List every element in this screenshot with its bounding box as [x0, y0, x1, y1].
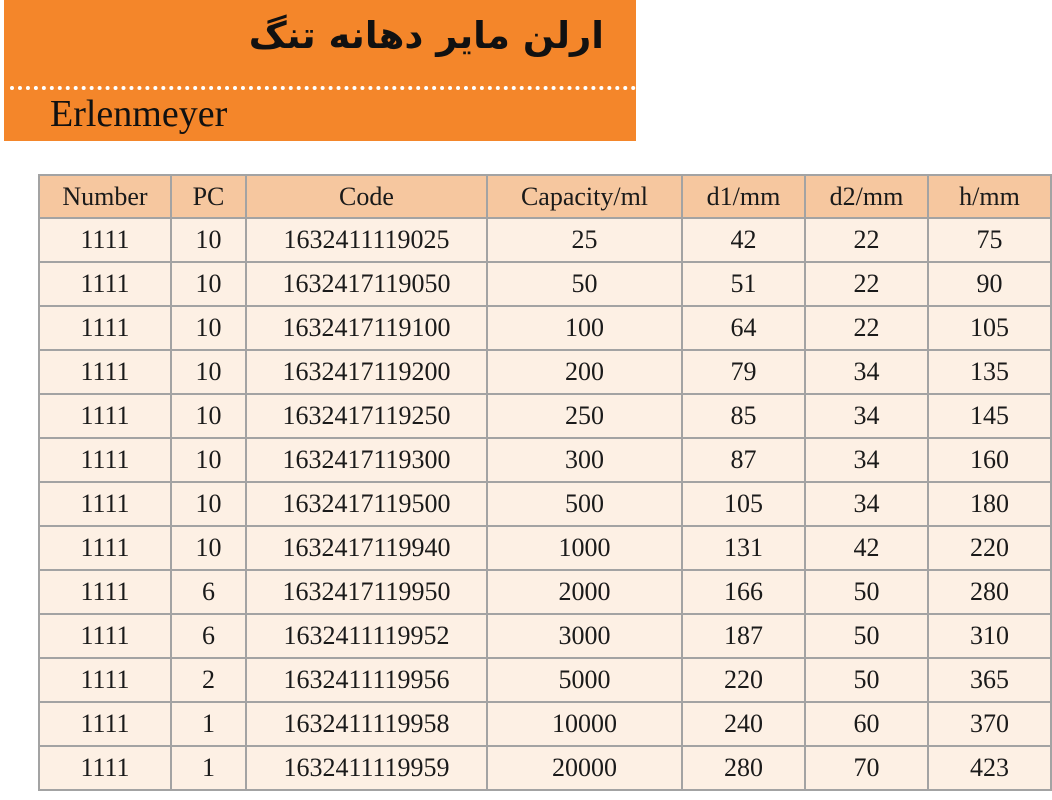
- cell-d1: 85: [682, 394, 805, 438]
- cell-code: 1632417119250: [246, 394, 487, 438]
- table-row: [39, 658, 1051, 702]
- cell-capacity: 20000: [487, 746, 682, 790]
- table-row: [39, 350, 1051, 394]
- cell-d1: 220: [682, 658, 805, 702]
- cell-d1: 131: [682, 526, 805, 570]
- cell-number: 1111: [39, 614, 171, 658]
- cell-code: 1632411119958: [246, 702, 487, 746]
- cell-d1: 280: [682, 746, 805, 790]
- cell-d1: 51: [682, 262, 805, 306]
- cell-code: 1632417119500: [246, 482, 487, 526]
- cell-pc: 10: [171, 394, 246, 438]
- cell-d1: 87: [682, 438, 805, 482]
- cell-h: 75: [928, 218, 1051, 262]
- cell-code: 1632417119200: [246, 350, 487, 394]
- cell-h: 105: [928, 306, 1051, 350]
- cell-h: 180: [928, 482, 1051, 526]
- cell-code: 1632411119952: [246, 614, 487, 658]
- cell-code: 1632417119940: [246, 526, 487, 570]
- cell-pc: 2: [171, 658, 246, 702]
- erlenmeyer-spec-table: [38, 174, 1052, 791]
- cell-d1: 105: [682, 482, 805, 526]
- table-row: [39, 394, 1051, 438]
- table-row: [39, 306, 1051, 350]
- cell-d2: 34: [805, 482, 928, 526]
- cell-number: 1111: [39, 658, 171, 702]
- cell-number: 1111: [39, 394, 171, 438]
- cell-pc: 1: [171, 746, 246, 790]
- column-header-number: Number: [39, 175, 171, 218]
- cell-number: 1111: [39, 218, 171, 262]
- cell-h: 280: [928, 570, 1051, 614]
- cell-h: 90: [928, 262, 1051, 306]
- cell-h: 370: [928, 702, 1051, 746]
- cell-capacity: 25: [487, 218, 682, 262]
- cell-d1: 240: [682, 702, 805, 746]
- banner-title-persian: ارلن مایر دهانه تنگ: [248, 14, 604, 57]
- table-row: [39, 218, 1051, 262]
- title-banner: [4, 0, 636, 141]
- cell-h: 310: [928, 614, 1051, 658]
- cell-number: 1111: [39, 306, 171, 350]
- cell-pc: 10: [171, 306, 246, 350]
- cell-pc: 10: [171, 526, 246, 570]
- table-row: [39, 438, 1051, 482]
- column-header-d2: d2/mm: [805, 175, 928, 218]
- cell-d2: 50: [805, 658, 928, 702]
- cell-capacity: 200: [487, 350, 682, 394]
- cell-pc: 10: [171, 438, 246, 482]
- cell-number: 1111: [39, 570, 171, 614]
- column-header-h: h/mm: [928, 175, 1051, 218]
- cell-d1: 187: [682, 614, 805, 658]
- cell-number: 1111: [39, 702, 171, 746]
- cell-code: 1632411119025: [246, 218, 487, 262]
- cell-pc: 6: [171, 614, 246, 658]
- cell-pc: 1: [171, 702, 246, 746]
- column-header-d1: d1/mm: [682, 175, 805, 218]
- cell-code: 1632417119050: [246, 262, 487, 306]
- table-row: [39, 262, 1051, 306]
- cell-d1: 79: [682, 350, 805, 394]
- column-header-code: Code: [246, 175, 487, 218]
- cell-pc: 10: [171, 350, 246, 394]
- cell-d1: 166: [682, 570, 805, 614]
- cell-code: 1632417119300: [246, 438, 487, 482]
- table-row: [39, 526, 1051, 570]
- column-header-capacity: Capacity/ml: [487, 175, 682, 218]
- cell-number: 1111: [39, 746, 171, 790]
- cell-capacity: 3000: [487, 614, 682, 658]
- cell-d2: 60: [805, 702, 928, 746]
- cell-d2: 22: [805, 262, 928, 306]
- table-header-row: [39, 175, 1051, 218]
- cell-d2: 34: [805, 438, 928, 482]
- cell-h: 365: [928, 658, 1051, 702]
- cell-code: 1632411119956: [246, 658, 487, 702]
- cell-d1: 64: [682, 306, 805, 350]
- cell-capacity: 250: [487, 394, 682, 438]
- cell-h: 160: [928, 438, 1051, 482]
- cell-pc: 10: [171, 482, 246, 526]
- cell-d2: 50: [805, 614, 928, 658]
- cell-number: 1111: [39, 482, 171, 526]
- cell-d2: 70: [805, 746, 928, 790]
- cell-h: 145: [928, 394, 1051, 438]
- column-header-pc: PC: [171, 175, 246, 218]
- cell-d2: 50: [805, 570, 928, 614]
- cell-d1: 42: [682, 218, 805, 262]
- cell-d2: 42: [805, 526, 928, 570]
- table-row: [39, 482, 1051, 526]
- cell-capacity: 500: [487, 482, 682, 526]
- cell-d2: 22: [805, 218, 928, 262]
- cell-pc: 10: [171, 262, 246, 306]
- banner-subtitle: Erlenmeyer: [50, 93, 228, 135]
- cell-code: 1632417119100: [246, 306, 487, 350]
- dotted-divider: [10, 86, 636, 90]
- table-row: [39, 746, 1051, 790]
- cell-number: 1111: [39, 350, 171, 394]
- cell-number: 1111: [39, 262, 171, 306]
- cell-number: 1111: [39, 438, 171, 482]
- cell-capacity: 10000: [487, 702, 682, 746]
- table-row: [39, 570, 1051, 614]
- cell-capacity: 300: [487, 438, 682, 482]
- table-row: [39, 702, 1051, 746]
- cell-d2: 34: [805, 394, 928, 438]
- cell-d2: 22: [805, 306, 928, 350]
- cell-code: 1632417119950: [246, 570, 487, 614]
- cell-h: 423: [928, 746, 1051, 790]
- cell-pc: 6: [171, 570, 246, 614]
- table-body: [39, 218, 1051, 790]
- cell-h: 220: [928, 526, 1051, 570]
- table-row: [39, 614, 1051, 658]
- cell-pc: 10: [171, 218, 246, 262]
- cell-d2: 34: [805, 350, 928, 394]
- cell-capacity: 2000: [487, 570, 682, 614]
- cell-capacity: 100: [487, 306, 682, 350]
- cell-number: 1111: [39, 526, 171, 570]
- cell-capacity: 1000: [487, 526, 682, 570]
- cell-h: 135: [928, 350, 1051, 394]
- cell-code: 1632411119959: [246, 746, 487, 790]
- cell-capacity: 50: [487, 262, 682, 306]
- cell-capacity: 5000: [487, 658, 682, 702]
